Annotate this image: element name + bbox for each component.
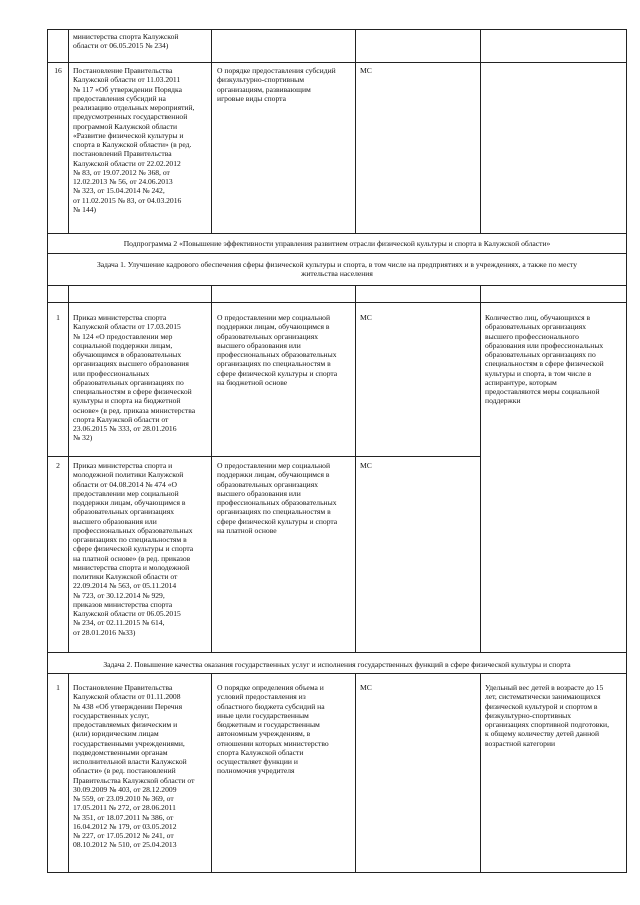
row-divider	[47, 302, 627, 303]
task-1-indicator-cell: Количество лиц, обучающихся в образовательных организациях высшего профессионального образования или профессиональных образовательных организациях по специальностям в сфере физической культуры и спорта, в том числе в аспирантуре, которым предоставляются меры социальной поддержки	[485, 313, 604, 406]
column-divider	[355, 29, 356, 233]
row-divider	[47, 652, 627, 653]
column-divider	[355, 285, 356, 302]
column-divider	[355, 302, 356, 652]
row-divider	[47, 285, 627, 286]
column-divider	[211, 285, 212, 302]
column-divider	[480, 29, 481, 233]
table-border-top	[47, 29, 627, 30]
task-1-row-1-document-cell: Приказ министерства спорта Калужской области от 17.03.2015 № 124 «О предоставлении мер социальной поддержки лицам, обучающимся в образовательных организациях высшего образования или профессиональных образовательных организациях по специальностям в сфере физической культуры и спорта на бюджетной основе» (в ред. приказа министерства спорта Калужской области от 23.06.2015 № 333, от 28.01.2016 № 32)	[73, 313, 196, 443]
column-divider	[480, 673, 481, 872]
task-2-row-1-subject-cell: О порядке определения объема и условий предоставления из областного бюджета субсидий на иные цели государственным бюджетным и государственным автономным учреждениям, в отношении которых министерство спорта Калужской области осуществляет функции и полномочия учредителя	[217, 683, 329, 776]
row-16-executor-cell: МС	[360, 66, 372, 75]
task-1-row-1-subject-cell: О предоставлении мер социальной поддержки лицам, обучающимся в образовательных организациях высшего образования или профессиональных образовательных организациях по специальностям в сфере физической культуры и спорта на бюджетной основе	[217, 313, 338, 387]
column-divider	[68, 29, 69, 233]
column-divider	[355, 673, 356, 872]
row-16-document-cell: Постановление Правительства Калужской области от 11.03.2011 № 117 «Об утверждении Порядка предоставления субсидий на реализацию отдельных мероприятий, предусмотренных государственной программой Калужской области «Развитие физической культуры и спорта в Калужской области» (в ред. постановлений Правительства Калужской области от 22.02.2012 № 83, от 19.07.2012 № 368, от 12.02.2013 № 56, от 24.06.2013 № 323, от 15.04.2014 № 242, от 11.02.2015 № 83, от 04.03.2016 № 144)	[73, 66, 195, 214]
task-1-row-1-number: 1	[56, 313, 60, 322]
column-divider	[480, 302, 481, 652]
column-divider	[211, 302, 212, 652]
task-1-row-2-document-cell: Приказ министерства спорта и молодежной политики Калужской области от 04.08.2014 № 474 «О предоставлении мер социальной поддержки лицам, обучающимся в образовательных организациях высшего образования или профессиональных образовательных организациях по специальностям в сфере физической культуры и спорта на платной основе» (в ред. приказов министерства спорта и молодежной политики Калужской области от 22.09.2014 № 563, от 05.11.2014 № 723, от 30.12.2014 № 929, приказов министерства спорта Калужской области от 06.05.2015 № 234, от 02.11.2015 № 614, от 28.01.2016 №33)	[73, 461, 194, 637]
table-border-left	[47, 29, 48, 873]
row-divider	[47, 253, 627, 254]
table-border-right	[626, 29, 627, 873]
task-1-row-2-subject-cell: О предоставлении мер социальной поддержки лицам, обучающимся в образовательных организациях высшего образования или профессиональных образовательных организациях по специальностям в сфере физической культуры и спорта на платной основе	[217, 461, 338, 535]
row-divider	[47, 233, 627, 234]
row-16-subject-cell: О порядке предоставления субсидий физкультурно-спортивным организациям, развивающим игровые виды спорта	[217, 66, 336, 103]
task-2-heading: Задача 2. Повышение качества оказания государственных услуг и исполнения государственных функций в сфере физической культуры и спорта	[103, 660, 571, 669]
column-divider	[68, 302, 69, 652]
task-1-heading: Задача 1. Улучшение кадрового обеспечения сферы физической культуры и спорта, в том числе на предприятиях и в учреждениях, а также по месту жительства населения	[96, 260, 578, 279]
task-2-row-1-executor-cell: МС	[360, 683, 372, 692]
task-1-row-2-number: 2	[56, 461, 60, 470]
column-divider	[480, 285, 481, 302]
task-1-row-2-executor-cell: МС	[360, 461, 372, 470]
task-1-row-1-executor-cell: МС	[360, 313, 372, 322]
task-2-row-1-indicator-cell: Удельный вес детей в возрасте до 15 лет, систематически занимающихся физической культурой и спортом в физкультурно-спортивных организациях спортивной подготовки, к общему количеству детей данной возрастной категории	[485, 683, 609, 748]
row-divider	[47, 673, 627, 674]
column-divider	[211, 29, 212, 233]
task-2-row-1-number: 1	[56, 683, 60, 692]
row-top-document-cell: министерства спорта Калужской области от 06.05.2015 № 234)	[73, 32, 179, 51]
row-divider	[47, 62, 627, 63]
row-16-number: 16	[54, 66, 62, 75]
column-divider	[68, 673, 69, 872]
column-divider	[68, 285, 69, 302]
subprogram-heading: Подпрограмма 2 «Повышение эффективности управления развитием отрасли физической культуры и спорта в Калужской области»	[123, 239, 551, 248]
column-divider	[211, 673, 212, 872]
row-divider	[47, 456, 481, 457]
table-border-bottom	[47, 872, 627, 873]
task-2-row-1-document-cell: Постановление Правительства Калужской области от 01.11.2008 № 438 «Об утверждении Перечня государственных услуг, предоставляемых физическим и (или) юридическим лицам государственными учреждениями, подведомственными органам исполнительной власти Калужской области» (в ред. постановлений Правительства Калужской области от 30.09.2009 № 403, от 28.12.2009 № 559, от 23.09.2010 № 369, от 17.05.2011 № 272, от 28.06.2011 № 351, от 18.07.2011 № 386, от 16.04.2012 № 179, от 03.05.2012 № 227, от 17.05.2012 № 241, от 08.10.2012 № 510, от 25.04.2013	[73, 683, 195, 850]
